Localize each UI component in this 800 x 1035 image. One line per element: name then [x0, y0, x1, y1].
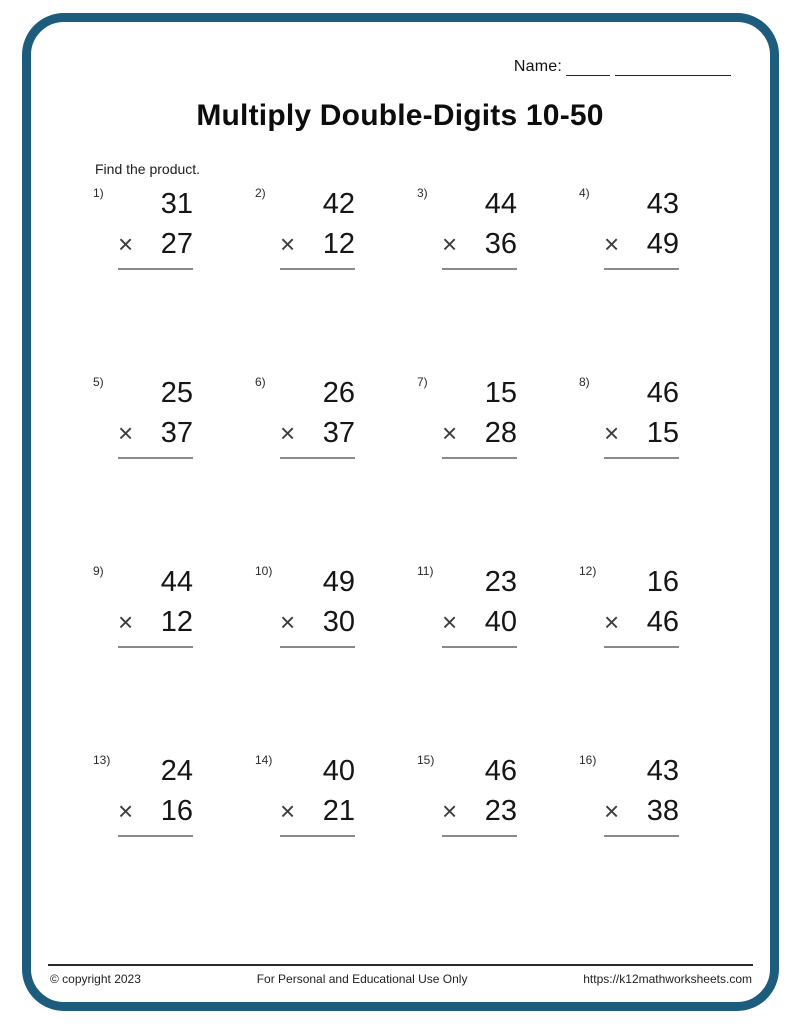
problem-number: 10): [255, 564, 273, 578]
top-operand: 15: [484, 377, 517, 409]
problems-grid: [93, 185, 741, 941]
problem-number: 4): [579, 186, 590, 200]
problem-number: 13): [93, 753, 111, 767]
bottom-operand: 30: [322, 606, 355, 638]
multiply-sign: ×: [280, 418, 296, 448]
name-line-segment-short: [566, 58, 610, 76]
top-operand: 44: [160, 566, 193, 598]
problem-12: [579, 563, 741, 752]
footer-site-url: https://k12mathworksheets.com: [583, 972, 752, 986]
bottom-operand-row: [442, 603, 517, 641]
problem-work: [604, 563, 679, 648]
problem-2: [255, 185, 417, 374]
problem-8: [579, 374, 741, 563]
instruction-text: Find the product.: [95, 161, 201, 177]
multiply-sign: ×: [442, 796, 458, 826]
problem-work: [280, 374, 355, 459]
footer-divider: [48, 964, 753, 966]
answer-line: [280, 268, 355, 270]
problem-work: [442, 563, 517, 648]
bottom-operand-row: [604, 792, 679, 830]
answer-line: [118, 457, 193, 459]
top-operand: 43: [646, 188, 679, 220]
multiply-sign: ×: [280, 796, 296, 826]
problem-work: [442, 374, 517, 459]
bottom-operand-row: [118, 414, 193, 452]
bottom-operand: 15: [646, 417, 679, 449]
multiply-sign: ×: [604, 229, 620, 259]
problem-3: [417, 185, 579, 374]
problem-work: [604, 374, 679, 459]
problem-1: [93, 185, 255, 374]
bottom-operand-row: [442, 225, 517, 263]
problem-work: [442, 185, 517, 270]
top-operand: 42: [322, 188, 355, 220]
bottom-operand-row: [604, 225, 679, 263]
bottom-operand-row: [118, 792, 193, 830]
problem-work: [118, 374, 193, 459]
footer: [50, 972, 752, 986]
top-operand: 46: [646, 377, 679, 409]
multiply-sign: ×: [118, 229, 134, 259]
footer-usage-note: For Personal and Educational Use Only: [256, 972, 468, 986]
bottom-operand-row: [280, 792, 355, 830]
multiply-sign: ×: [442, 418, 458, 448]
bottom-operand: 46: [646, 606, 679, 638]
problem-5: [93, 374, 255, 563]
bottom-operand-row: [280, 603, 355, 641]
problem-number: 15): [417, 753, 435, 767]
problem-work: [118, 185, 193, 270]
answer-line: [118, 646, 193, 648]
problem-number: 2): [255, 186, 266, 200]
top-operand: 23: [484, 566, 517, 598]
answer-line: [442, 268, 517, 270]
problem-6: [255, 374, 417, 563]
problem-15: [417, 752, 579, 941]
bottom-operand: 37: [322, 417, 355, 449]
answer-line: [604, 457, 679, 459]
answer-line: [604, 646, 679, 648]
multiply-sign: ×: [118, 796, 134, 826]
bottom-operand: 49: [646, 228, 679, 260]
bottom-operand: 38: [646, 795, 679, 827]
answer-line: [280, 457, 355, 459]
top-operand: 25: [160, 377, 193, 409]
problem-work: [280, 752, 355, 837]
problem-10: [255, 563, 417, 752]
bottom-operand: 16: [160, 795, 193, 827]
bottom-operand-row: [604, 414, 679, 452]
bottom-operand-row: [604, 603, 679, 641]
top-operand: 40: [322, 755, 355, 787]
bottom-operand-row: [442, 414, 517, 452]
problem-work: [280, 563, 355, 648]
top-operand: 44: [484, 188, 517, 220]
problem-number: 3): [417, 186, 428, 200]
top-operand: 46: [484, 755, 517, 787]
bottom-operand: 36: [484, 228, 517, 260]
problem-number: 11): [417, 564, 434, 578]
multiply-sign: ×: [118, 607, 134, 637]
problem-work: [280, 185, 355, 270]
footer-copyright: © copyright 2023: [50, 972, 141, 986]
multiply-sign: ×: [280, 607, 296, 637]
answer-line: [442, 835, 517, 837]
problem-number: 1): [93, 186, 104, 200]
bottom-operand: 28: [484, 417, 517, 449]
problem-number: 6): [255, 375, 266, 389]
name-line-segment-long: [615, 58, 731, 76]
multiply-sign: ×: [604, 796, 620, 826]
problem-13: [93, 752, 255, 941]
problem-work: [118, 752, 193, 837]
top-operand: 49: [322, 566, 355, 598]
top-operand: 24: [160, 755, 193, 787]
bottom-operand-row: [118, 225, 193, 263]
page-title: Multiply Double-Digits 10-50: [196, 99, 604, 132]
problem-number: 14): [255, 753, 273, 767]
problem-work: [604, 752, 679, 837]
problem-11: [417, 563, 579, 752]
answer-line: [604, 835, 679, 837]
answer-line: [280, 835, 355, 837]
top-operand: 43: [646, 755, 679, 787]
bottom-operand-row: [280, 414, 355, 452]
answer-line: [442, 457, 517, 459]
bottom-operand-row: [118, 603, 193, 641]
top-operand: 16: [646, 566, 679, 598]
top-operand: 26: [322, 377, 355, 409]
bottom-operand: 21: [322, 795, 355, 827]
bottom-operand: 40: [484, 606, 517, 638]
problem-7: [417, 374, 579, 563]
multiply-sign: ×: [604, 607, 620, 637]
multiply-sign: ×: [442, 229, 458, 259]
problem-number: 16): [579, 753, 597, 767]
problem-9: [93, 563, 255, 752]
name-label: Name:: [513, 58, 562, 75]
problem-16: [579, 752, 741, 941]
multiply-sign: ×: [118, 418, 134, 448]
bottom-operand: 23: [484, 795, 517, 827]
problem-work: [442, 752, 517, 837]
bottom-operand-row: [442, 792, 517, 830]
problem-4: [579, 185, 741, 374]
top-operand: 31: [160, 188, 193, 220]
problem-number: 9): [93, 564, 104, 578]
answer-line: [442, 646, 517, 648]
multiply-sign: ×: [604, 418, 620, 448]
bottom-operand: 12: [322, 228, 355, 260]
problem-number: 12): [579, 564, 597, 578]
problem-work: [604, 185, 679, 270]
problem-14: [255, 752, 417, 941]
problem-number: 5): [93, 375, 104, 389]
answer-line: [604, 268, 679, 270]
multiply-sign: ×: [280, 229, 296, 259]
bottom-operand: 12: [160, 606, 193, 638]
answer-line: [280, 646, 355, 648]
problem-number: 7): [417, 375, 428, 389]
bottom-operand: 37: [160, 417, 193, 449]
answer-line: [118, 835, 193, 837]
answer-line: [118, 268, 193, 270]
problem-number: 8): [579, 375, 590, 389]
multiply-sign: ×: [442, 607, 458, 637]
bottom-operand: 27: [160, 228, 193, 260]
bottom-operand-row: [280, 225, 355, 263]
name-field-row: [514, 58, 731, 76]
problem-work: [118, 563, 193, 648]
